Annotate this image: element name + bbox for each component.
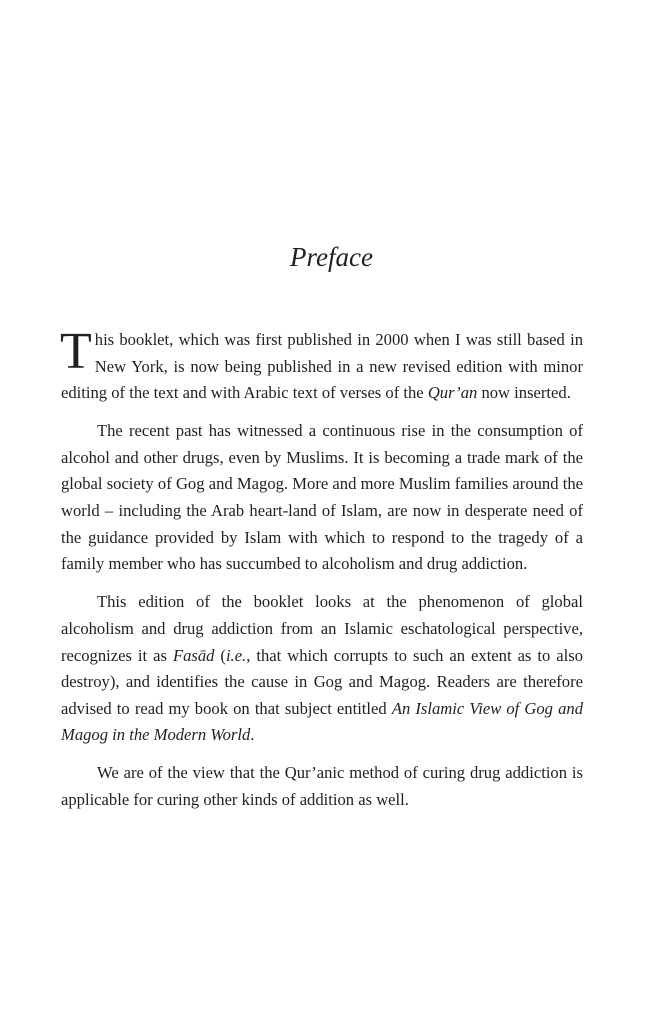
page-title: Preface xyxy=(290,242,373,272)
body-text xyxy=(60,323,583,814)
ie-emphasis: i.e. xyxy=(225,645,247,665)
paragraph-2: The recent past has witnessed a continuous rise in the consumption of alcohol and other drugs, even by Muslims. It is becoming a trade mark of the global society of Gog and Magog. More and more Muslim families around the world – including the Arab heart-land of Islam, are now in desperate need of the guidance provided by Islam with which to respond to the tragedy of a family member who has succumbed to alcoholism and drug addiction. xyxy=(61,421,583,574)
paragraph-1-tail: now inserted. xyxy=(477,383,571,403)
paragraph-1-text: his booklet, which was first published in 2000 when I was still based in New York, is now being published in a new revised edition with minor editing of the text and with Arabic text of verses of the xyxy=(61,330,583,403)
quran-emphasis: Qur’an xyxy=(427,383,478,403)
paragraph-3-part-b: ( xyxy=(214,645,226,665)
paragraph-3 xyxy=(61,589,583,749)
fasad-emphasis: Fasād xyxy=(172,645,215,665)
book-title-emphasis: An Islamic View of Gog and Magog in the Modern World xyxy=(61,698,583,745)
paragraph-3-part-a: This edition of the booklet looks at the phenomenon of global alcoholism and drug addiction from an Islamic eschatological perspective, recognizes it as xyxy=(61,592,583,665)
paragraph-3-part-d: . xyxy=(250,725,255,745)
paragraph-3-part-c: , that which corrupts to such an extent as to also destroy), and identifies the cause in Gog and Magog. Readers are therefore advised to read my book on that subject entitled xyxy=(61,645,583,718)
drop-cap: T xyxy=(60,323,92,380)
paragraph-4: We are of the view that the Qur’anic method of curing drug addiction is applicable for curing other kinds of addition as well. xyxy=(61,763,583,809)
paragraph-1 xyxy=(60,323,583,407)
